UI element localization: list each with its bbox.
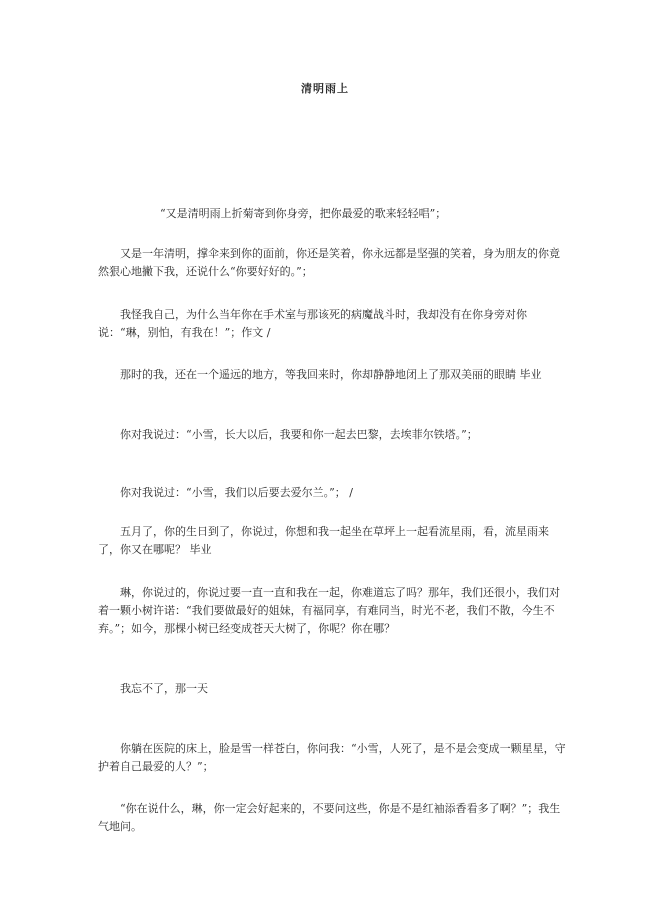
paragraph-8: 我忘不了，那一天: [120, 682, 208, 695]
paragraph-9: 你躺在医院的床上，脸是雪一样苍白，你问我：“小雪，人死了，是不是会变成一颗星星，守护着自己最爱的人？”；: [98, 742, 566, 773]
paragraph-1: 又是一年清明，撑伞来到你的面前，你还是笑着，你永远都是坚强的笑着，身为朋友的你竟然狠心地撇下我，还说什么“你要好好的。”；: [98, 247, 560, 278]
paragraph-10: “你在说什么，琳，你一定会好起来的，不要问这些，你是不是红袖添香看多了啊？”；我生气地问。: [98, 802, 561, 833]
paragraph-3: 那时的我，还在一个遥远的地方，等我回来时，你却静静地闭上了那双美丽的眼睛 毕业: [120, 368, 542, 381]
paragraph-6: 五月了，你的生日到了，你说过，你想和我一起坐在草坪上一起看流星雨，看，流星雨来了，你又在哪呢？ 毕业: [98, 525, 549, 556]
paragraph-5: 你对我说过：“小雪，我们以后要去爱尔兰。”； /: [120, 486, 353, 499]
paragraph-7: 琳，你说过的，你说过要一直一直和我在一起，你难道忘了吗？那年，我们还很小，我们对着一颗小树许诺：“我们要做最好的姐妹，有福同享，有难同当，时光不老，我们不散，今生不弃。”；如今，那棵小树已经变成苍天大树了，你呢？你在哪？: [98, 586, 560, 635]
paragraph-2: 我怪我自己，为什么当年你在手术室与那该死的病魔战斗时，我却没有在你身旁对你说：“琳，别怕，有我在！”；作文 /: [98, 308, 527, 339]
paragraph-4: 你对我说过：“小雪，长大以后，我要和你一起去巴黎，去埃菲尔铁塔。”；: [120, 428, 478, 441]
document-title: 清明雨上: [301, 82, 349, 95]
paragraph-quote: “又是清明雨上折菊寄到你身旁，把你最爱的歌来轻轻唱”；: [160, 207, 447, 220]
